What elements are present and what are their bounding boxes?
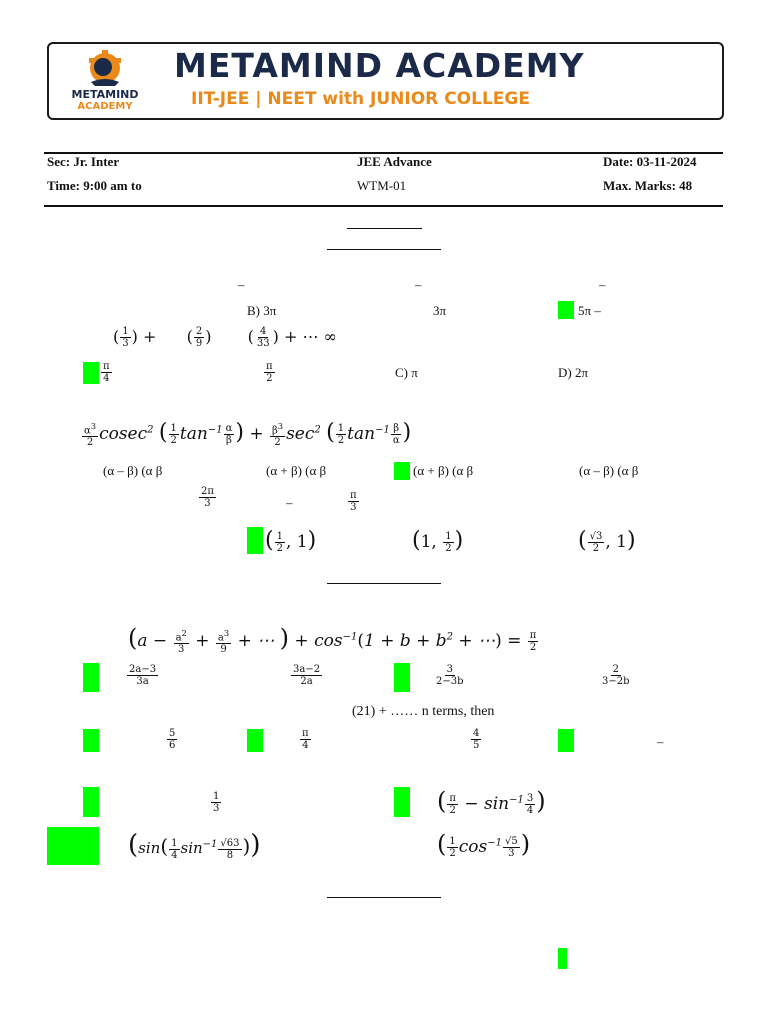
q1-option-d: 5π – [578,303,601,318]
answer-marker [394,787,410,817]
q2-option-b: $\frac{\pi}{2}$ [266,361,273,384]
q5-option-b: $\frac{\pi}{4}$ [302,728,309,751]
exam-label: JEE Advance [357,154,432,169]
academy-logo [55,48,155,112]
q5-option-c: $\frac{4}{5}$ [473,728,480,751]
date-label: Date: 03-11-2024 [603,154,697,169]
answer-marker [83,362,99,384]
q3-pi-over-3: $\frac{\pi}{3}$ [350,490,357,513]
q3-2pi-over-3: $\frac{2\pi}{3}$ [201,486,214,509]
q5-series-tail: (21) + …… n terms, then [352,704,495,719]
q6-option-d: ( $\frac{1}{2}$ $\cos^{-1}$ $\frac{√5}{3}$ ) [437,830,531,859]
interval-one-to-half: (1, $\frac{1}{2}$ ) [412,528,464,554]
interval-root3-to-one: ( $\frac{√3}{2}$ , 1) [578,528,636,554]
q2-option-d: D) 2π [558,365,589,380]
header-banner [47,42,724,120]
q6-option-b: ( $\frac{\pi}{2}$ − $\sin^{-1}$ $\frac{3}{4}$ ) [437,787,546,816]
bottom-rule [44,205,723,207]
brand-tagline: IIT-JEE | NEET with JUNIOR COLLEGE [191,89,530,109]
q6-option-c: (sin( $\frac{1}{4}$ $\sin^{-1}$ $\frac{√63}{8}$ )) [128,830,261,861]
q2-series: ( $\frac{1}{3}$ ) + ( $\frac{2}{9}$ ) ( $\frac{4}{33}$ ) + ⋯ ∞ [113,326,337,349]
section-underline-short [347,228,422,229]
q3-option-c: (α + β) (α β [413,463,474,478]
answer-marker [83,787,99,817]
q2-option-a: $\frac{\pi}{4}$ [103,361,110,384]
answer-marker [394,462,410,480]
q1-dash-3: – [599,277,606,292]
head-gear-icon [55,48,155,112]
q1-option-c: 3π [433,303,447,318]
answer-marker [558,301,574,319]
interval-half-to-one: ( $\frac{1}{2}$ , 1) [265,528,317,554]
section-underline [327,897,441,898]
section-underline [327,583,441,584]
answer-marker [558,948,567,969]
answer-marker [83,663,99,692]
answer-marker [247,527,263,554]
q5-dash: – [657,734,664,749]
answer-marker [83,729,99,752]
q1-dash-2: – [415,277,422,292]
max-marks: Max. Marks: 48 [603,178,693,193]
q4-option-a: $\frac{2a-3}{3a}$ [129,664,157,687]
q4-expression: (a − $\frac{a^2}{3}$ + $\frac{a^3}{9}$ + ⋯ ) + $\cos^{-1}(1 + b + b^2$ + ⋯) = $\frac{\pi}{2}$ [128,624,537,656]
q2-option-c: C) π [395,365,418,380]
q4-option-d: $\frac{2}{3-2b}$ [602,664,630,687]
test-code: WTM-01 [357,178,407,193]
q4-option-c: $\frac{3}{2-3b}$ [436,664,464,687]
answer-marker [247,729,263,752]
q3-dash: – [286,495,293,510]
q1-dash-1: – [238,277,245,292]
q4-option-b: $\frac{3a-2}{2a}$ [293,664,321,687]
q3-option-b: (α + β) (α β [266,463,327,478]
logo-line2: ACADEMY [77,101,133,112]
brand-title: METAMIND ACADEMY [174,46,585,85]
q3-option-a: (α – β) (α β [103,463,163,478]
answer-marker [394,663,410,692]
logo-line1: METAMIND [71,88,139,101]
answer-marker [47,827,99,865]
answer-marker [558,729,574,752]
q1-option-b: B) 3π [247,303,277,318]
time-label: Time: 9:00 am to [47,178,142,193]
section-underline [327,249,441,250]
q3-option-d: (α – β) (α β [579,463,639,478]
q6-option-a: $\frac{1}{3}$ [213,791,220,814]
q3-expression: $\frac{\alpha^3}{2}$ cosec$^2$ ( $\frac{1}{2}$ $\tan^{-1}$ $\frac{\alpha}{\beta}$ ) + $\frac{\beta^3}{2}$ $\sec^2$ ( $\frac{1}{2}$ $\tan^{-1}$ $\frac{\beta}{\alpha}$ ) [84,420,412,449]
q5-option-a: $\frac{5}{6}$ [169,728,176,751]
section-label: Sec: Jr. Inter [47,154,120,169]
